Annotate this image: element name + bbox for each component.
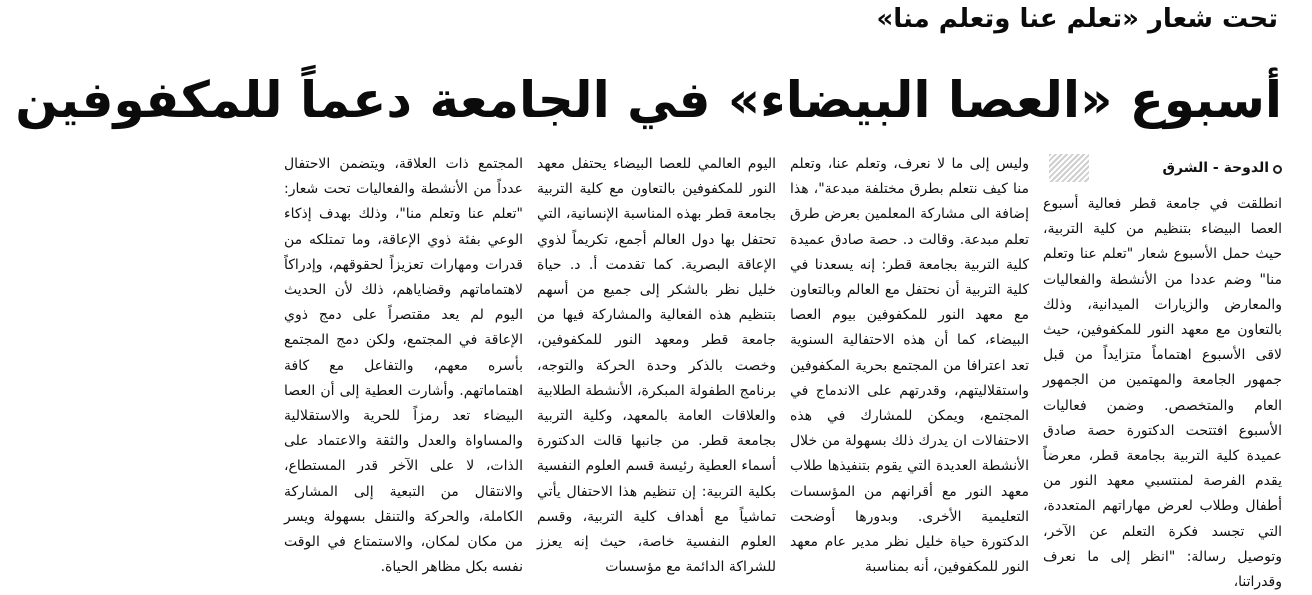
- article-column-1: [1043, 152, 1282, 591]
- byline: [1043, 152, 1282, 186]
- article-kicker: تحت شعار «تعلم عنا وتعلم منا»: [876, 4, 1278, 34]
- article-headline: أسبوع «العصا البيضاء» في الجامعة دعماً للمكفوفين: [15, 71, 1282, 129]
- byline-shade: [1049, 154, 1089, 182]
- byline-text: الدوحة - الشرق: [1162, 160, 1269, 177]
- article-column-3: [537, 152, 776, 576]
- column-text-2: وليس إلى ما لا نعرف، وتعلم عنا، وتعلم منا كيف نتعلم بطرق مختلفة مبدعة"، هذا إضافة الى مشاركة المعلمين بعرض طرق تعلم مبدعة. وقالت د. حصة صادق عميدة كلية التربية بجامعة قطر: إنه يسعدنا في كلية التربية أن نحتفل مع العالم وبالتعاون مع معهد النور للمكفوفين بيوم العصا البيضاء، كما أن هذه الاحتفالية السنوية تعد اعترافا من المجتمع بحرية المكفوفين واستقلاليتهم، وقدرتهم على الاندماج في المجتمع، ويمكن للمشارك في هذه الاحتفالات ان يدرك ذلك بسهولة من خلال الأنشطة العديدة التي يقوم بتنفيذها طلاب معهد النور مع أقرانهم من المؤسسات التعليمية الأخرى. وبدورها أوضحت الدكتورة حياة خليل نظر مدير عام معهد النور للمكفوفين، أنه بمناسبة: [790, 156, 1029, 576]
- article-body: [32, 152, 1282, 591]
- column-text-1: انطلقت في جامعة قطر فعالية أسبوع العصا البيضاء بتنظيم من كلية التربية، حيث حمل الأسبوع شعار "تعلم عنا وتعلم منا" وضم عددا من الأنشطة والفعاليات والمعارض والزيارات الميدانية، وذلك بالتعاون مع معهد النور للمكفوفين، حيث لاقى الأسبوع اهتماماً متزايداً من قبل جمهور الجامعة والمهتمين من الجمهور العام والمتخصص. وضمن فعاليات الأسبوع افتتحت الدكتورة حصة صادق عميدة كلية التربية بجامعة قطر، معرضاً يقدم الفرصة لمنتسبي معهد النور من أطفال وطلاب لعرض مهاراتهم المتعددة، التي تجسد فكرة التعلم عن الآخر، وتوصيل رسالة: "انظر إلى ما نعرف وقدراتنا،: [1043, 196, 1282, 591]
- article-column-2: [790, 152, 1029, 576]
- article-column-4: [284, 152, 523, 576]
- column-text-4: المجتمع ذات العلاقة، ويتضمن الاحتفال عدداً من الأنشطة والفعاليات تحت شعار: "تعلم عنا وتعلم منا"، وذلك بهدف إذكاء الوعي بفئة ذوي الإعاقة، وما تمتلكه من قدرات ومهارات تعزيزاً لحقوقهم، وإدراكاً لاهتماماتهم وقضاياهم، ذلك لأن الحديث اليوم لم يعد مقتصراً على دمج ذوي الإعاقة في المجتمع، ولكن دمج المجتمع بأسره معهم، والتفاعل مع كافة اهتماماتهم. وأشارت العطية إلى أن العصا البيضاء تعد رمزاً للحرية والاستقلالية والمساواة والعدل والثقة والاعتماد على الذات، لا على الآخر قدر المستطاع، والانتقال من التبعية إلى المشاركة الكاملة، والحركة والتنقل بسهولة ويسر من مكان لمكان، والاستمتاع في الوقت نفسه بكل مظاهر الحياة.: [284, 156, 523, 576]
- byline-circle-icon: [1273, 165, 1282, 174]
- column-text-3: اليوم العالمي للعصا البيضاء يحتفل معهد النور للمكفوفين بالتعاون مع كلية التربية بجامعة قطر بهذه المناسبة الإنسانية، التي تحتفل بها دول العالم أجمع، تكريماً لذوي الإعاقة البصرية. كما تقدمت أ. د. حياة خليل نظر بالشكر إلى جميع من أسهم بتنظيم هذه الفعالية والمشاركة فيها من جامعة قطر ومعهد النور للمكفوفين، وخصت بالذكر وحدة الحركة والتوجه، برنامج الطفولة المبكرة، الأنشطة الطلابية والعلاقات العامة بالمعهد، وكلية التربية بجامعة قطر. من جانبها قالت الدكتورة أسماء العطية رئيسة قسم العلوم النفسية بكلية التربية: إن تنظيم هذا الاحتفال يأتي تماشياً مع أهداف كلية التربية، وقسم العلوم النفسية خاصة، حيث إنه يعزز للشراكة الدائمة مع مؤسسات: [537, 156, 776, 576]
